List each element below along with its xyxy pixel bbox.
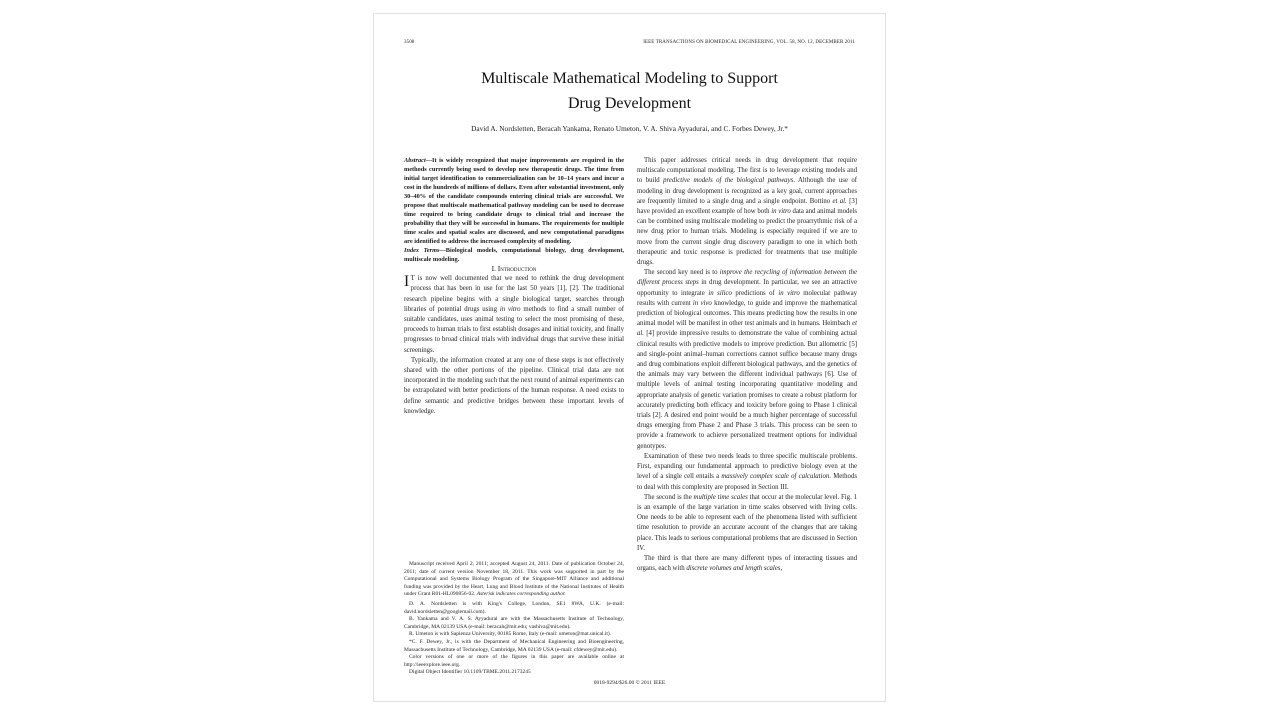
abstract: [404, 156, 624, 246]
footnote-manuscript-history: Manuscript received April 2, 2011; accepted August 24, 2011. Date of publication October 24, 2011; date of current version November 18, 2011. This work was supported in part by the Computational and Systems Biology Program of the Singapore-MIT Alliance and additional funding was provided by the Heart, Lung and Blood Institute of the National Institutes of Health under Grant R01-HL090856-02. Asterisk indicates corresponding author.: [404, 561, 624, 598]
section-heading-introduction: I. Introduction: [491, 264, 537, 273]
left-column: [404, 156, 624, 417]
footnote-affiliation-dewey: *C. F. Dewey, Jr., is with the Department of Mechanical Engineering and Bioengineering, Massachusetts Institute of Technology, Cambridge, MA 02139 USA (e-mail: cfdewey@mit.edu).: [404, 639, 624, 653]
authors-line: David A. Nordsletten, Beracah Yankama, Renato Umeton, V. A. Shiva Ayyadurai, and C. Forbes Dewey, Jr.*: [471, 124, 788, 133]
footnote-color-versions: Color versions of one or more of the figures in this paper are available online at http://ieeexplore.ieee.org.: [404, 654, 624, 668]
page-number: 3508: [404, 40, 415, 45]
abstract-label: Abstract—: [404, 157, 432, 164]
index-terms-text: Biological models, computational biology, drug development, multiscale modeling.: [404, 247, 624, 263]
body-paragraph-1: This paper addresses critical needs in drug development that require multiscale computational modeling. The first is to leverage existing models and to build predictive models of the biological pathways. Although the use of modeling in drug development is recognized as a key goal, current approaches are frequently limited to a single drug and a single endpoint. Bottino et al. [3] have provided an excellent example of how both in vitro data and animal models can be combined using multiscale modeling to predict the proarrythmic risk of a new drug prior to human trials. Modeling is especially required if we are to move from the current single drug discovery paradigm to one in which both therapeutic and toxic response is predicted for treatments that use multiple drugs.: [637, 157, 857, 267]
footnote-block: [404, 561, 624, 677]
body-paragraph-2: The second key need is to improve the recycling of information between the different process steps in drug development. In particular, we see an attractive opportunity to integrate in silico predictions of in vitro molecular pathway results with current in vivo knowledge, to guide and improve the mathematical prediction of biological outcomes. This means predicting how the results in one animal model will be manifest in other test animals and in humans. Heimbach et al. [4] provide impressive results to demonstrate the value of combining actual clinical results with predictive models to improve prediction. But allometric [5] and single-point animal–human corrections cannot suffice because many drugs and drug combinations exploit different biological pathways, and the genetics of the animals may vary between the different individual pathways [6]. Use of multiple levels of animal testing incorporating quantitative modeling and appropriate analysis of genetic variation promises to create a robust platform for accurately predicting both efficacy and toxicity before going to Phase 1 clinical trials [2]. A desired end point would be a much higher percentage of successful drugs emerging from Phase 2 and Phase 3 trials. This process can be seen to provide a framework to achieve personalized treatment options for individual genotypes.: [637, 269, 857, 450]
footnote-affiliation-umeton: R. Umeton is with Sapienza University, 00185 Rome, Italy (e-mail: umeton@mat.unical.it).: [409, 631, 612, 638]
paper-title: [374, 66, 885, 116]
intro-paragraph-1-text: T is now well documented that we need to rethink the drug development process that has been in use for the last 50 years [1], [2]. The traditional research pipeline begins with a single biological target, searches through libraries of potential drugs using in vitro methods to find a small number of suitable candidates, uses animal testing to select the most promising of these, proceeds to human trials to first establish dosages and initial toxicity, and finally progresses to broad clinical trials with individual drugs that survive these initial screenings.: [404, 275, 624, 354]
paper-page: [373, 13, 886, 702]
intro-paragraph-1: [404, 274, 624, 356]
paper-title-line1: Multiscale Mathematical Modeling to Support: [481, 70, 778, 87]
intro-paragraph-2: Typically, the information created at any one of these steps is not effectively shared with the other portions of the pipeline. Clinical trial data are not incorporated in the modeling such that the next round of animal experiments can be extrapolated with better predictions of the human response. A need exists to define semantic and predictive bridges between these important levels of knowledge.: [404, 356, 624, 415]
index-terms: [404, 246, 624, 264]
paper-title-line2: Drug Development: [567, 95, 692, 112]
index-terms-label: Index Terms—: [404, 247, 446, 254]
footnote-affiliation-yankama-ayyadurai: B. Yankama and V. A. S. Ayyadurai are with the Massachusetts Institute of Technology, Cambridge, MA 02139 USA (e-mail: beracah@mit.edu; vashiva@mit.edu).: [404, 616, 624, 630]
copyright-footer: 0018-9294/$26.00 © 2011 IEEE: [593, 680, 666, 686]
footnote-affiliation-nordsletten: D. A. Nordsletten is with King's College, London, SE1 8WA, U.K. (e-mail: david.nordsletten@googlemail.com).: [404, 601, 624, 615]
drop-cap: I: [404, 273, 410, 291]
footnote-doi: Digital Object Identifier 10.1109/TBME.2011.2173245: [409, 669, 531, 676]
body-paragraph-3: Examination of these two needs leads to three specific multiscale problems. First, expanding our fundamental approach to predictive biology even at the level of a single cell entails a massively complex scale of calculation. Methods to deal with this complexity are proposed in Section III.: [637, 452, 857, 491]
body-paragraph-4: The second is the multiple time scales that occur at the molecular level. Fig. 1 is an example of the large variation in time scales observed with living cells. One needs to be able to represent each of the phenomena listed with sufficient time resolution to provide an accurate account of the changes that are taking place. This leads to serious computational problems that are discussed in Section IV.: [637, 493, 857, 552]
body-paragraph-5: The third is that there are many different types of interacting tissues and organs, each with discrete volumes and length scales,: [637, 554, 857, 573]
right-column: [637, 156, 857, 574]
journal-header: IEEE TRANSACTIONS ON BIOMEDICAL ENGINEERING, VOL. 58, NO. 12, DECEMBER 2011: [643, 40, 855, 45]
page-header: [404, 40, 855, 45]
abstract-text: It is widely recognized that major improvements are required in the methods currently being used to develop new therapeutic drugs. The time from initial target identification to commercialization can be 10–14 years and incur a cost in the hundreds of millions of dollars. Even after substantial investment, only 30–40% of the candidate compounds entering clinical trials are successful. We propose that multiscale mathematical pathway modeling can be used to decrease time required to bring candidate drugs to clinical trial and increase the probability that they will be successful in humans. The requirements for multiple time scales and spatial scales are discussed, and new computational paradigms are identified to address the increased complexity of modeling.: [404, 157, 624, 245]
